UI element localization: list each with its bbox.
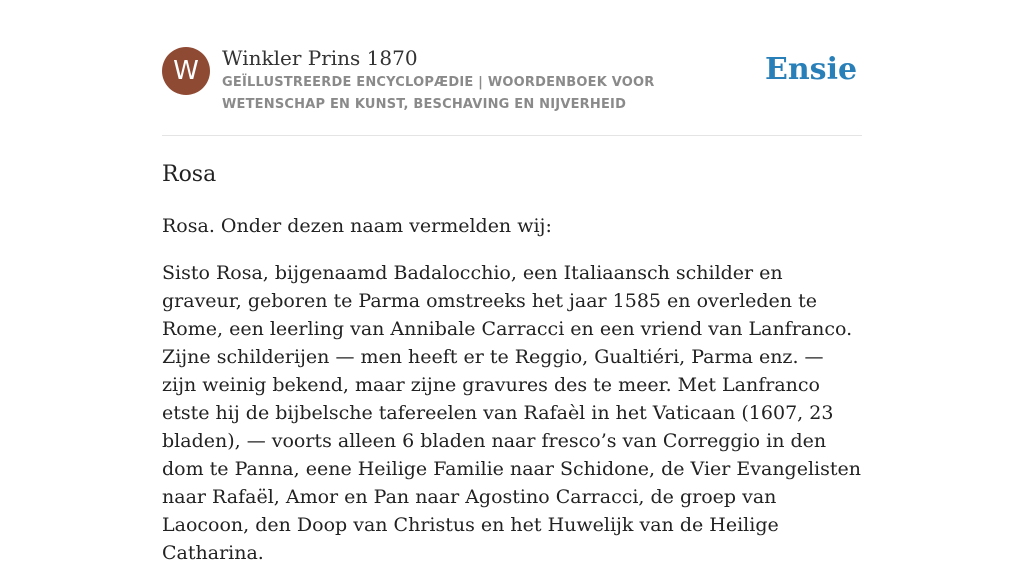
article-paragraph: Rosa. Onder dezen naam vermelden wij: <box>162 215 552 237</box>
article-paragraph: Sisto Rosa, bijgenaamd Badalocchio, een Italiaansch schilder en graveur, geboren te Parma omstreeks het jaar 1585 en overleden te Rome, een leerling van Annibale Carracci en een vriend van Lanfranco. Zijne schilderijen — men heeft er te Reggio, Gualtiéri, Parma enz. — zijn weinig bekend, maar zijne gravures des te meer. Met Lanfranco etste hij de bijbelsche tafereelen van Rafaèl in het Vaticaan (1607, 23 bladen), — voorts alleen 6 bladen naar fresco’s van Correggio in den dom te Panna, eene Heilige Familie naar Schidone, de Vier Evangelisten naar Rafaël, Amor en Pan naar Agostino Carracci, de groep van Laocoon, den Doop van Christus en het Huwelijk van de Heilige Catharina. <box>162 262 861 564</box>
source-avatar[interactable]: W <box>162 47 210 95</box>
source-header <box>162 44 862 120</box>
ensie-logo[interactable]: Ensie <box>765 52 858 87</box>
source-subtitle: GEÏLLUSTREERDE ENCYCLOPÆDIE | WOORDENBOEK VOOR WETENSCHAP EN KUNST, BESCHAVING EN NIJVERHEID <box>222 75 655 112</box>
header-divider <box>162 135 862 136</box>
page <box>162 0 862 564</box>
source-info <box>222 44 762 116</box>
article-title: Rosa <box>162 162 217 187</box>
source-title[interactable]: Winkler Prins 1870 <box>222 46 418 70</box>
article-body <box>162 212 862 586</box>
